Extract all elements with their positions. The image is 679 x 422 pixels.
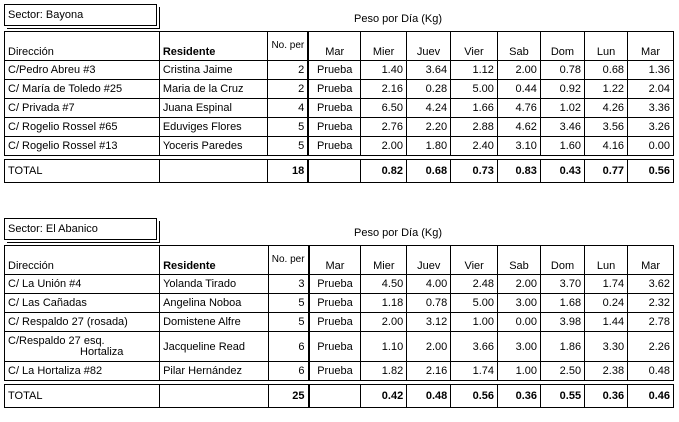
header-day: Juev	[407, 246, 451, 275]
cell-value: 0.92	[540, 80, 584, 99]
table-row	[5, 118, 674, 137]
cell-residente: Yoceris Paredes	[159, 137, 268, 156]
total-label: TOTAL	[5, 385, 160, 408]
cell-mar: Prueba	[309, 332, 361, 362]
cell-value: 4.24	[406, 99, 450, 118]
cell-value: 2.16	[407, 362, 451, 381]
cell-residente: Domistene Alfre	[160, 313, 269, 332]
cell-value: 1.66	[451, 99, 498, 118]
header-row	[5, 246, 674, 275]
cell-direccion: C/ Rogelio Rossel #13	[5, 137, 160, 156]
cell-value: 1.12	[451, 61, 498, 80]
cell-value: 2.00	[498, 275, 541, 294]
cell-value: 2.78	[628, 313, 674, 332]
header-row	[5, 32, 674, 61]
total-row	[5, 160, 674, 183]
cell-value: 3.00	[498, 332, 541, 362]
cell-value: 4.00	[407, 275, 451, 294]
cell-value: 1.82	[361, 362, 407, 381]
cell-direccion: C/Pedro Abreu #3	[5, 61, 160, 80]
header-day: Juev	[406, 32, 450, 61]
total-value: 0.36	[585, 385, 628, 408]
cell-value: 2.26	[628, 332, 674, 362]
total-value: 0.82	[361, 160, 407, 183]
cell-value: 0.44	[497, 80, 540, 99]
table-row	[5, 362, 674, 381]
header-residente: Residente	[160, 246, 269, 275]
cell-no-per: 3	[268, 275, 308, 294]
table-row	[5, 99, 674, 118]
cell-value: 3.00	[498, 294, 541, 313]
total-value: 0.55	[541, 385, 585, 408]
cell-direccion: C/ La Hortaliza #82	[5, 362, 160, 381]
cell-residente: Maria de la Cruz	[159, 80, 268, 99]
cell-mar: Prueba	[308, 99, 360, 118]
direccion-line1: C/Respaldo 27 esq.	[8, 334, 105, 347]
cell-no-per: 2	[268, 80, 308, 99]
total-mar	[309, 385, 361, 408]
cell-value: 2.50	[541, 362, 585, 381]
cell-value: 2.00	[497, 61, 540, 80]
cell-value: 0.78	[407, 294, 451, 313]
cell-value: 1.18	[361, 294, 407, 313]
total-value: 0.68	[406, 160, 450, 183]
cell-value: 0.24	[585, 294, 628, 313]
cell-no-per: 5	[268, 118, 308, 137]
cell-value: 1.10	[361, 332, 407, 362]
cell-value: 3.56	[585, 118, 628, 137]
cell-value: 2.88	[451, 118, 498, 137]
cell-residente: Pilar Hernández	[160, 362, 269, 381]
cell-value: 2.20	[406, 118, 450, 137]
cell-value: 3.46	[540, 118, 584, 137]
cell-value: 1.00	[451, 313, 498, 332]
cell-direccion	[5, 332, 160, 362]
peso-title: Peso por Día (Kg)	[354, 13, 443, 25]
cell-direccion: C/ Privada #7	[5, 99, 160, 118]
cell-value: 3.36	[628, 99, 674, 118]
header-day: Mar	[308, 32, 360, 61]
cell-value: 4.50	[361, 275, 407, 294]
cell-no-per: 6	[268, 332, 308, 362]
total-no-per: 25	[268, 385, 308, 408]
cell-value: 0.48	[628, 362, 674, 381]
header-day: Vier	[451, 32, 498, 61]
cell-mar: Prueba	[308, 137, 360, 156]
cell-value: 0.00	[498, 313, 541, 332]
cell-value: 1.44	[585, 313, 628, 332]
cell-no-per: 4	[268, 99, 308, 118]
cell-direccion: C/ Respaldo 27 (rosada)	[5, 313, 160, 332]
cell-value: 6.50	[361, 99, 407, 118]
header-direccion: Dirección	[5, 246, 160, 275]
cell-value: 4.16	[585, 137, 628, 156]
cell-value: 2.38	[585, 362, 628, 381]
cell-residente: Angelina Noboa	[160, 294, 269, 313]
table-row	[5, 137, 674, 156]
cell-value: 3.26	[628, 118, 674, 137]
cell-residente: Cristina Jaime	[159, 61, 268, 80]
cell-value: 1.80	[406, 137, 450, 156]
cell-value: 1.02	[540, 99, 584, 118]
total-row	[5, 385, 674, 408]
cell-mar: Prueba	[309, 294, 361, 313]
cell-residente: Yolanda Tirado	[160, 275, 269, 294]
header-day: Dom	[540, 32, 584, 61]
cell-no-per: 5	[268, 137, 308, 156]
header-day: Mar	[309, 246, 361, 275]
cell-no-per: 5	[268, 294, 308, 313]
peso-title: Peso por Día (Kg)	[354, 227, 443, 239]
cell-value: 2.40	[451, 137, 498, 156]
cell-value: 5.00	[451, 294, 498, 313]
cell-direccion: C/ María de Toledo #25	[5, 80, 160, 99]
total-blank	[160, 385, 269, 408]
data-table	[4, 31, 674, 183]
header-direccion: Dirección	[5, 32, 160, 61]
table-row	[5, 313, 674, 332]
data-table	[4, 245, 674, 408]
cell-value: 4.26	[585, 99, 628, 118]
cell-value: 2.00	[407, 332, 451, 362]
cell-value: 3.30	[585, 332, 628, 362]
total-value: 0.36	[498, 385, 541, 408]
cell-value: 2.00	[361, 313, 407, 332]
total-value: 0.42	[361, 385, 407, 408]
cell-mar: Prueba	[309, 275, 361, 294]
cell-value: 3.12	[407, 313, 451, 332]
cell-value: 1.86	[541, 332, 585, 362]
cell-value: 3.98	[541, 313, 585, 332]
header-day: Lun	[585, 246, 628, 275]
total-no-per: 18	[268, 160, 308, 183]
direccion-line2: Hortaliza	[80, 345, 124, 358]
cell-value: 3.62	[628, 275, 674, 294]
header-day: Mar	[628, 32, 674, 61]
header-day: Dom	[541, 246, 585, 275]
cell-value: 2.00	[361, 137, 407, 156]
total-value: 0.46	[628, 385, 674, 408]
cell-value: 1.68	[541, 294, 585, 313]
cell-value: 4.76	[497, 99, 540, 118]
cell-value: 2.16	[361, 80, 407, 99]
header-day: Mar	[628, 246, 674, 275]
cell-value: 3.64	[406, 61, 450, 80]
cell-no-per: 5	[268, 313, 308, 332]
cell-value: 3.66	[451, 332, 498, 362]
cell-value: 4.62	[497, 118, 540, 137]
total-value: 0.56	[451, 385, 498, 408]
sector-label: Sector: Bayona	[4, 4, 157, 26]
cell-direccion: C/ Las Cañadas	[5, 294, 160, 313]
cell-value: 3.10	[497, 137, 540, 156]
cell-value: 0.00	[628, 137, 674, 156]
cell-value: 1.74	[585, 275, 628, 294]
table-row	[5, 61, 674, 80]
total-value: 0.48	[407, 385, 451, 408]
cell-value: 1.60	[540, 137, 584, 156]
cell-value: 0.28	[406, 80, 450, 99]
cell-value: 1.22	[585, 80, 628, 99]
cell-value: 1.36	[628, 61, 674, 80]
cell-residente: Juana Espinal	[159, 99, 268, 118]
cell-value: 2.76	[361, 118, 407, 137]
total-value: 0.73	[451, 160, 498, 183]
sector-label: Sector: El Abanico	[4, 218, 157, 240]
total-label: TOTAL	[5, 160, 160, 183]
cell-value: 2.48	[451, 275, 498, 294]
header-day: Mier	[361, 246, 407, 275]
header-day: Vier	[451, 246, 498, 275]
cell-residente: Eduviges Flores	[159, 118, 268, 137]
total-mar	[308, 160, 360, 183]
cell-value: 1.00	[498, 362, 541, 381]
cell-mar: Prueba	[309, 362, 361, 381]
header-day: Sab	[498, 246, 541, 275]
table-row	[5, 332, 674, 362]
cell-value: 2.32	[628, 294, 674, 313]
cell-value: 3.70	[541, 275, 585, 294]
header-no-per: No. per	[268, 246, 308, 275]
cell-value: 2.04	[628, 80, 674, 99]
cell-direccion: C/ La Unión #4	[5, 275, 160, 294]
total-value: 0.83	[497, 160, 540, 183]
cell-value: 1.74	[451, 362, 498, 381]
table-row	[5, 275, 674, 294]
table-row	[5, 294, 674, 313]
cell-mar: Prueba	[308, 61, 360, 80]
header-day: Mier	[361, 32, 407, 61]
total-value: 0.77	[585, 160, 628, 183]
cell-mar: Prueba	[308, 80, 360, 99]
total-value: 0.43	[540, 160, 584, 183]
header-day: Sab	[497, 32, 540, 61]
cell-value: 1.40	[361, 61, 407, 80]
cell-no-per: 2	[268, 61, 308, 80]
cell-direccion: C/ Rogelio Rossel #65	[5, 118, 160, 137]
total-blank	[159, 160, 268, 183]
cell-residente: Jacqueline Read	[160, 332, 269, 362]
cell-value: 0.68	[585, 61, 628, 80]
cell-value: 0.78	[540, 61, 584, 80]
cell-mar: Prueba	[309, 313, 361, 332]
header-no-per: No. per	[268, 32, 308, 61]
header-day: Lun	[585, 32, 628, 61]
table-row	[5, 80, 674, 99]
cell-mar: Prueba	[308, 118, 360, 137]
cell-no-per: 6	[268, 362, 308, 381]
cell-value: 5.00	[451, 80, 498, 99]
header-residente: Residente	[159, 32, 268, 61]
total-value: 0.56	[628, 160, 674, 183]
